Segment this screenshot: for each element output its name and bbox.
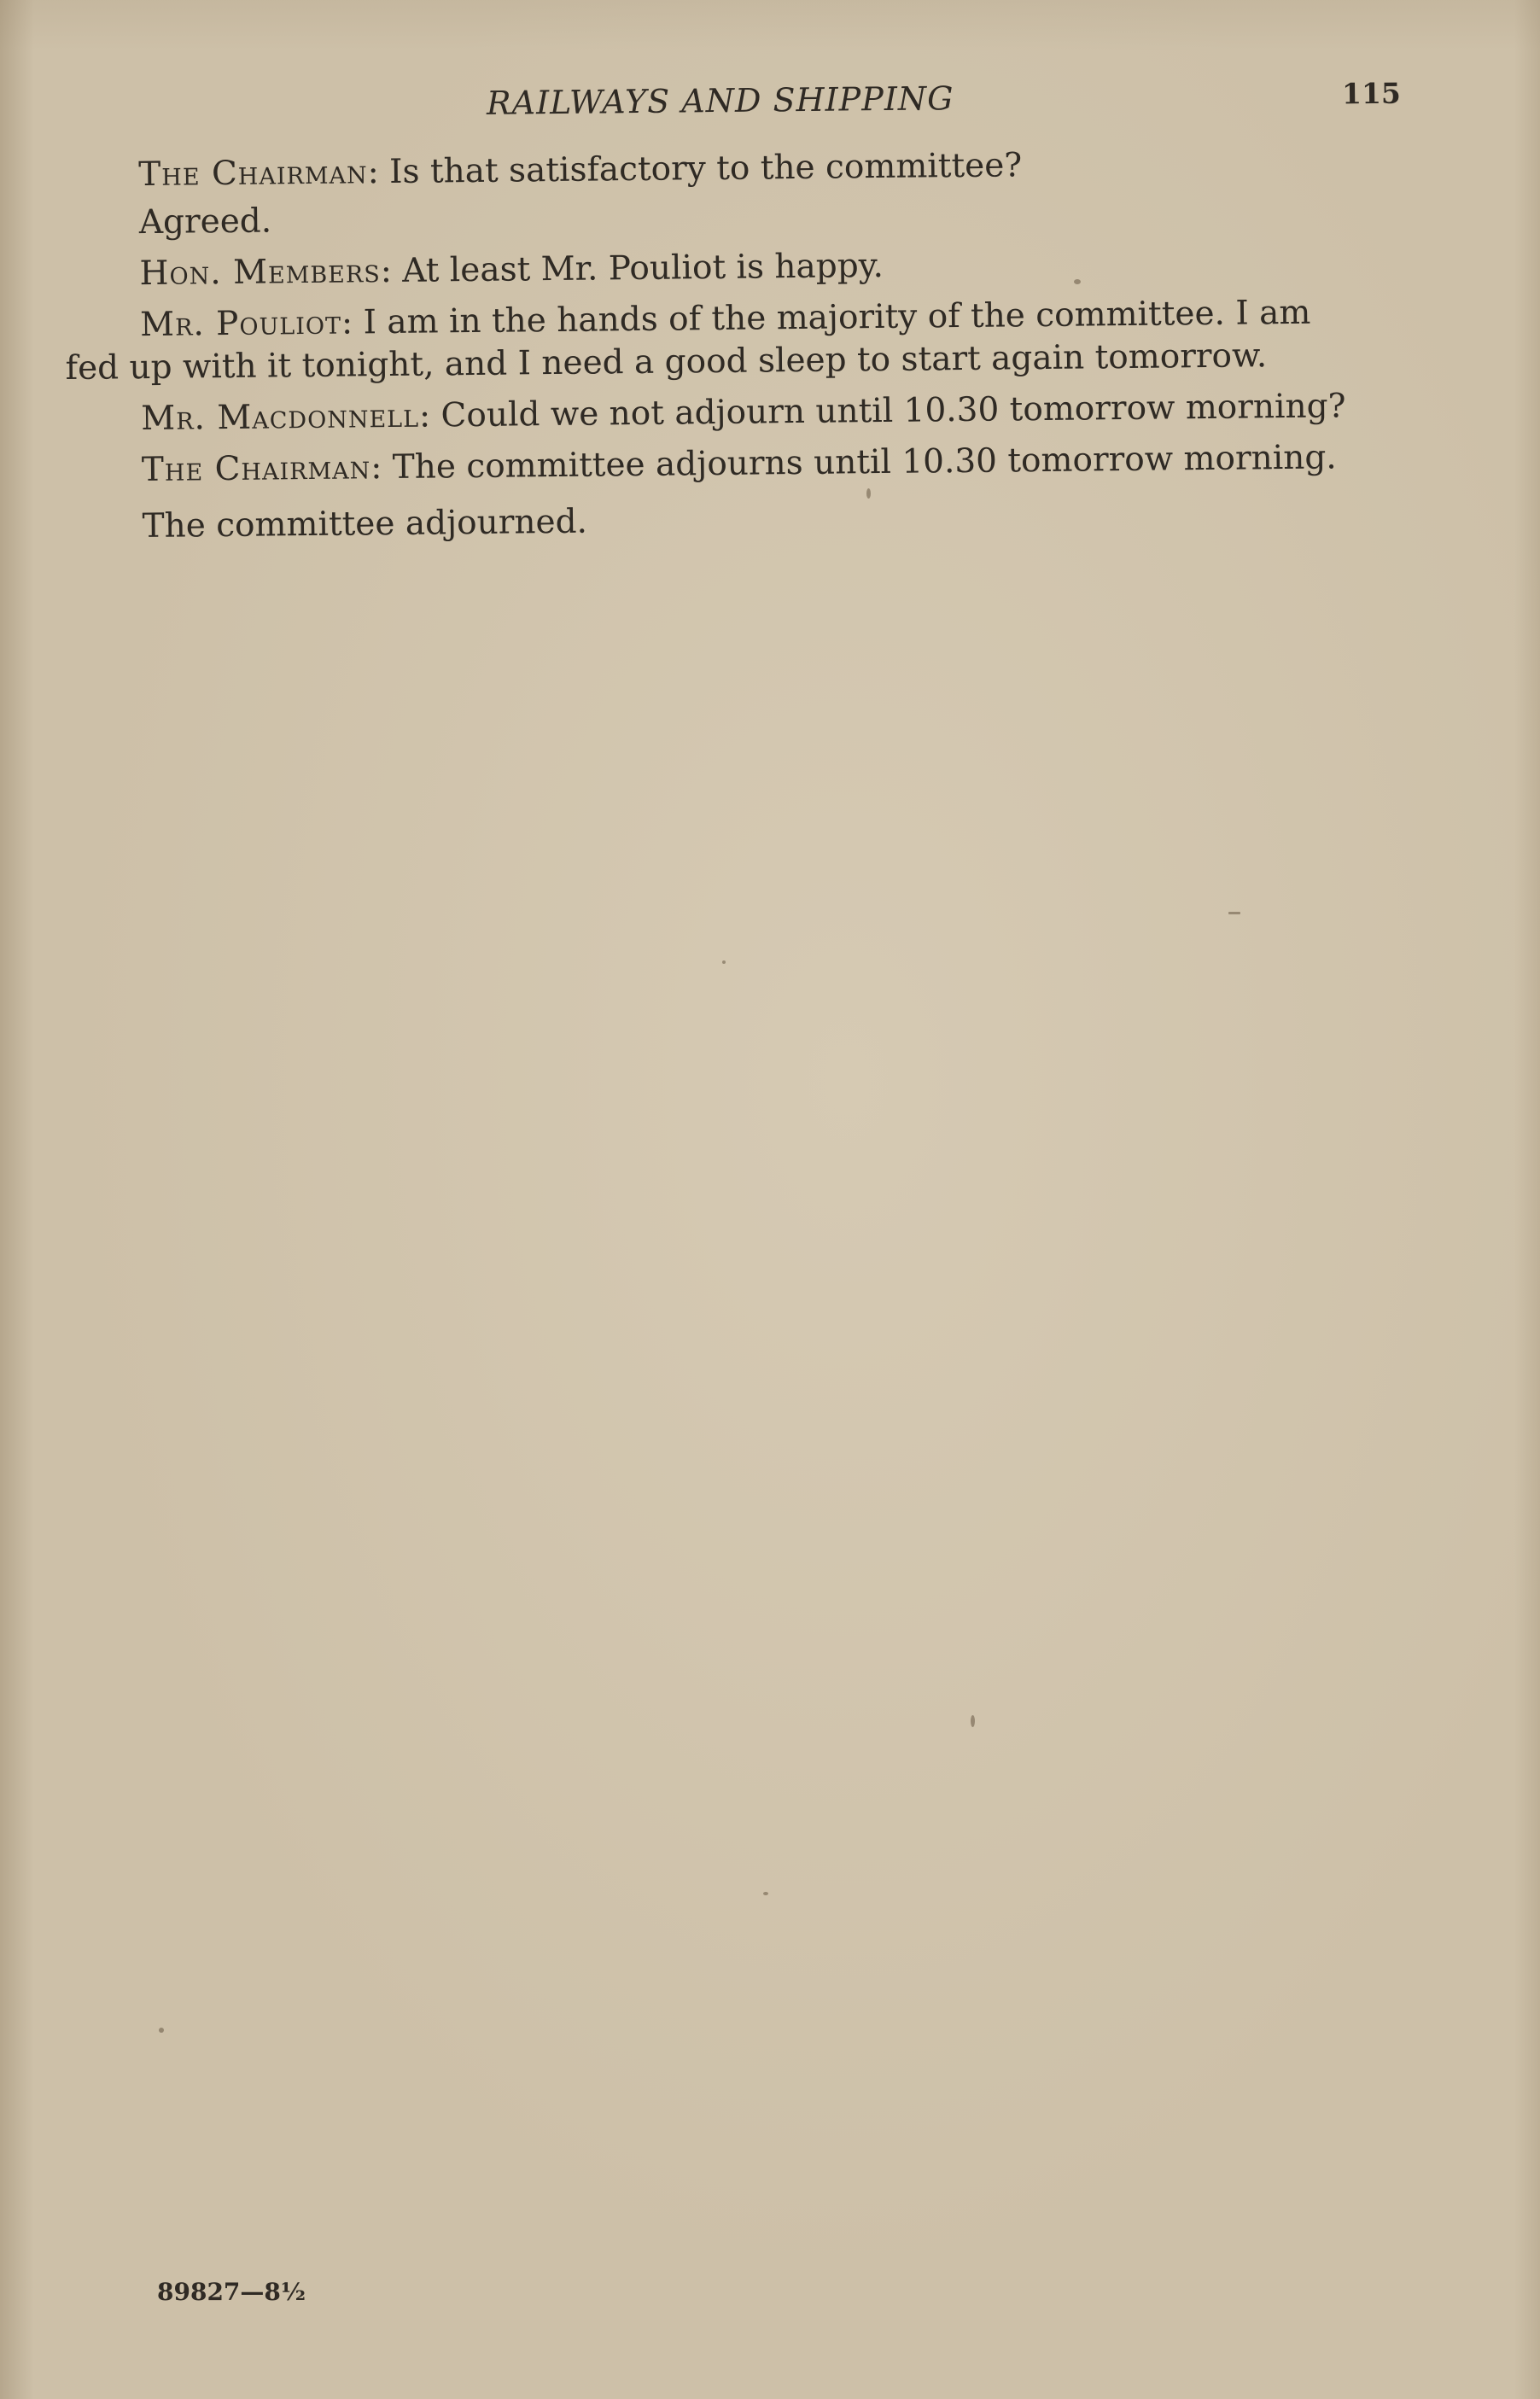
- paper-speck: [159, 2028, 164, 2033]
- paper-speck: [866, 488, 871, 499]
- paragraph-text: At least Mr. Pouliot is happy.: [391, 246, 884, 290]
- speaker-separator: :: [418, 396, 431, 435]
- speaker-name: The Chairman: [141, 448, 371, 490]
- speaker-separator: :: [380, 251, 393, 291]
- paragraph-chairman-adjourns: [67, 434, 1399, 495]
- paper-speck: [763, 1892, 768, 1895]
- speaker-name: Hon. Members: [139, 252, 381, 294]
- speaker-separator: :: [370, 448, 382, 487]
- paragraph-text: The committee adjourns until 10.30 tomorrow morning.: [382, 438, 1337, 487]
- paragraph-text: Could we not adjourn until 10.30 tomorrow morning?: [429, 387, 1346, 435]
- paragraph-text: I am in the hands of the majority of the committee. I am: [352, 293, 1311, 342]
- paragraph-continuation-line: fed up with it tonight, and I need a good sleep to start again tomorrow.: [65, 336, 1268, 388]
- page-number: 115: [1341, 76, 1402, 111]
- paper-speck: [1074, 279, 1081, 284]
- paragraph-pouliot: [65, 289, 1397, 393]
- speaker-separator: :: [341, 303, 353, 342]
- speaker-name: Mr. Macdonnell: [141, 396, 420, 439]
- body-text: [63, 138, 1399, 552]
- speaker-name: Mr. Pouliot: [139, 303, 342, 345]
- speaker-separator: :: [367, 153, 379, 192]
- speaker-name: The Chairman: [138, 153, 368, 195]
- running-head-title: RAILWAYS AND SHIPPING: [486, 79, 954, 122]
- paper-speck: [722, 960, 726, 964]
- paragraph-text: The committee adjourned.: [142, 502, 588, 546]
- paragraph-text: Is that satisfactory to the committee?: [378, 146, 1023, 192]
- paragraph-text: Agreed.: [138, 201, 272, 242]
- printer-code: 89827—8½: [157, 2278, 306, 2306]
- paper-speck: [1228, 912, 1240, 914]
- paper-speck: [971, 1715, 975, 1727]
- paragraph-adjourned: [67, 490, 1399, 552]
